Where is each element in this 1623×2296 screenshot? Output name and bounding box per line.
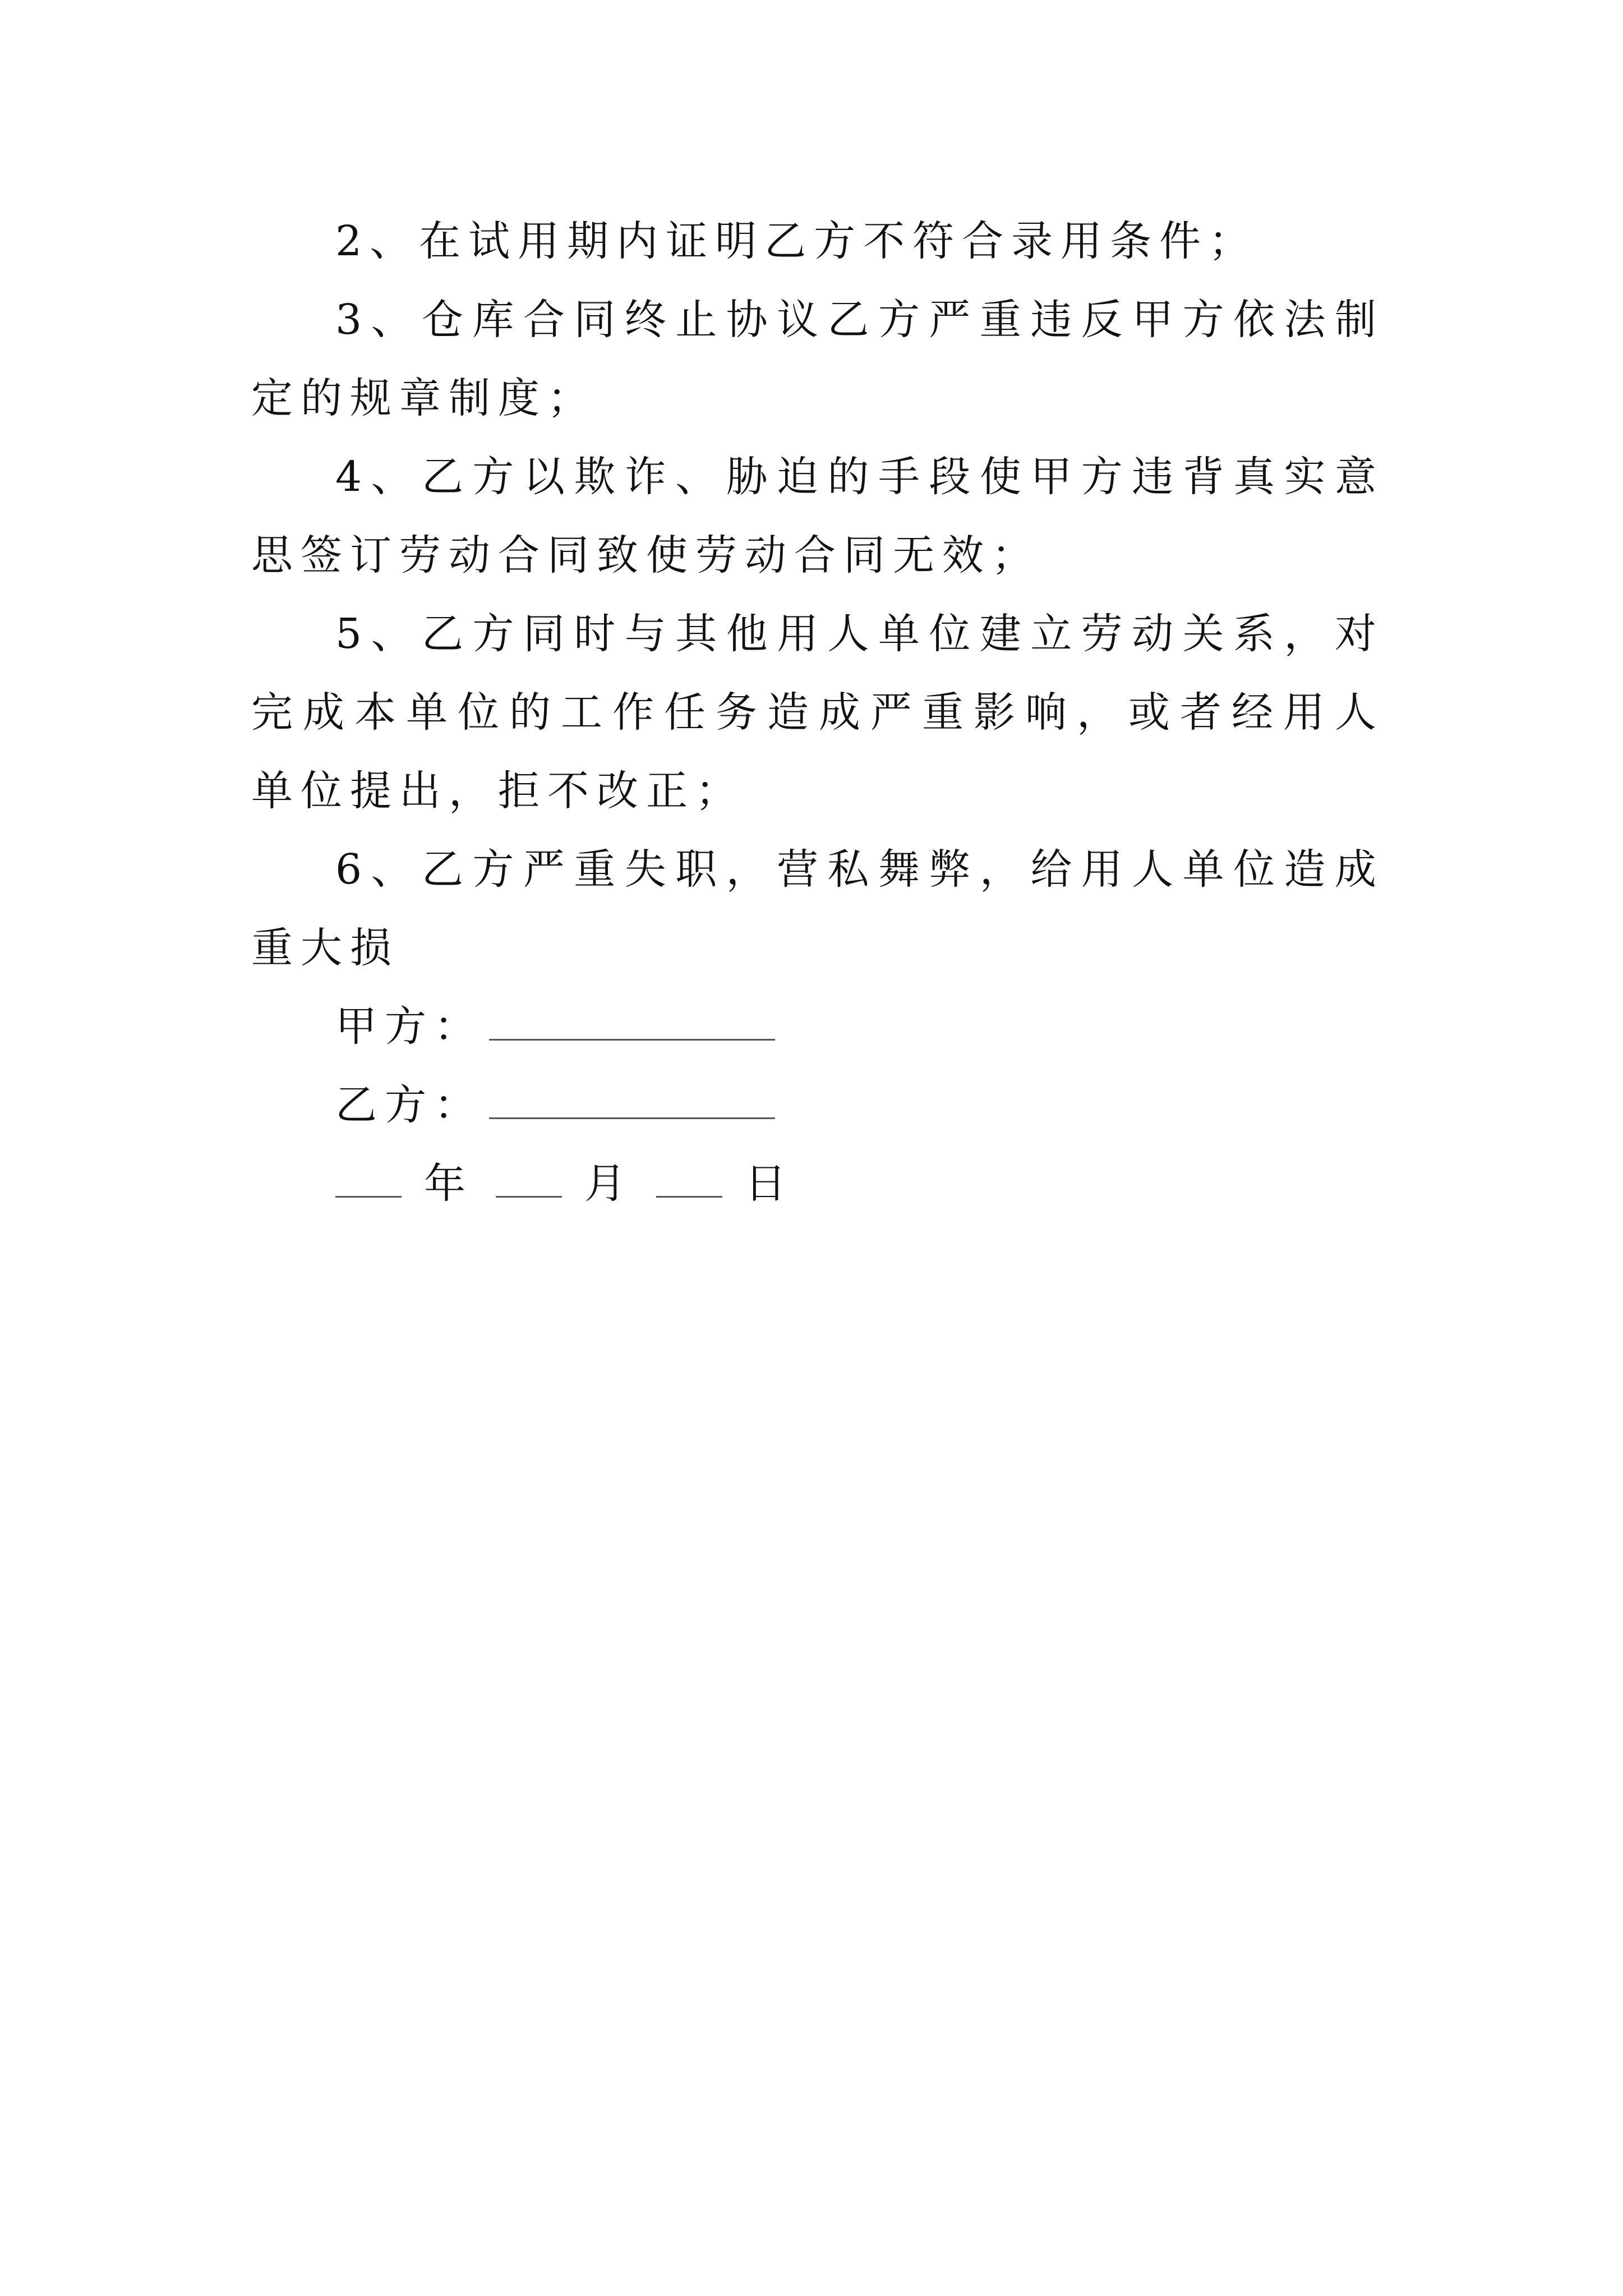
- party-b-blank: [489, 1084, 775, 1119]
- year-label: 年: [424, 1159, 473, 1208]
- clause-5: 5、乙方同时与其他用人单位建立劳动关系，对完成本单位的工作任务造成严重影响，或者经用人单位提出，拒不改正；: [251, 610, 1384, 815]
- clause-2: 2、在试用期内证明乙方不符合录用条件；: [335, 217, 1258, 265]
- month-blank: [496, 1162, 562, 1198]
- day-label: 日: [745, 1159, 794, 1208]
- party-b-label: 乙方：: [335, 1081, 483, 1129]
- date-line: [251, 1144, 1384, 1223]
- party-a-blank: [489, 1005, 775, 1041]
- day-blank: [656, 1162, 722, 1198]
- party-b-signature-line: [251, 1066, 1384, 1144]
- clause-4: 4、乙方以欺诈、胁迫的手段使甲方违背真实意思签订劳动合同致使劳动合同无效；: [251, 453, 1384, 579]
- year-blank: [335, 1162, 402, 1198]
- document-body: [251, 202, 1384, 1223]
- party-a-label: 甲方：: [335, 1002, 483, 1051]
- party-a-signature-line: [251, 987, 1384, 1066]
- clause-3: 3、仓库合同终止协议乙方严重违反甲方依法制定的规章制度；: [251, 296, 1384, 422]
- clause-6: 6、乙方严重失职，营私舞弊，给用人单位造成重大损: [251, 845, 1384, 972]
- month-label: 月: [584, 1159, 634, 1208]
